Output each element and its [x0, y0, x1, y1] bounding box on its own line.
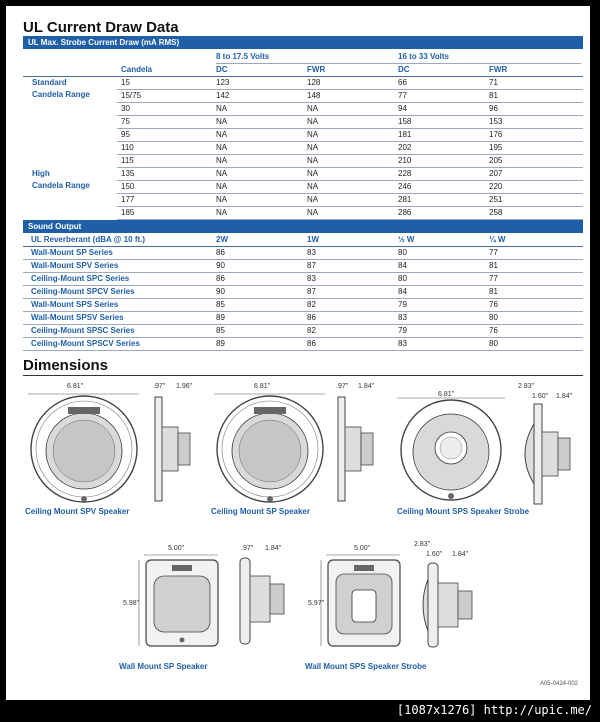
ceiling-sps-side-drawing	[514, 402, 580, 506]
table-cell: 185	[121, 208, 135, 217]
table-row	[23, 206, 583, 219]
table-row	[23, 272, 583, 285]
table-cell: 80	[489, 339, 498, 348]
table-cell: 81	[489, 261, 498, 270]
table-cell: 30	[121, 104, 130, 113]
table-cell: 82	[307, 326, 316, 335]
table-cell: 86	[307, 339, 316, 348]
table-row	[23, 154, 583, 167]
dim-depth: .97"	[153, 383, 166, 390]
table-cell: 77	[489, 248, 498, 257]
table-row	[23, 259, 583, 272]
page-title: UL Current Draw Data	[23, 19, 179, 36]
dim-depth-total: 2.83"	[414, 541, 431, 548]
table-cell: NA	[307, 143, 319, 152]
table-cell: 81	[489, 91, 498, 100]
table-cell: 76	[489, 300, 498, 309]
table-cell: 82	[307, 300, 316, 309]
sound-col-quarter-w: ¼ W	[489, 235, 506, 244]
table-row	[23, 141, 583, 154]
divider	[23, 375, 583, 376]
table-cell: NA	[216, 130, 228, 139]
voltage-low-header: 8 to 17.5 Volts	[216, 52, 270, 61]
table-cell: 205	[489, 156, 503, 165]
table-cell: 207	[489, 169, 503, 178]
table-cell: 281	[398, 195, 412, 204]
table-cell: 15	[121, 78, 130, 87]
table-cell: 90	[216, 261, 225, 270]
table-cell: 110	[121, 143, 134, 152]
table-cell: NA	[307, 208, 319, 217]
caption-wall-sps: Wall Mount SPS Speaker Strobe	[305, 662, 427, 671]
col-dc-low: DC	[216, 65, 228, 74]
group-high-label: High Candela Range	[32, 169, 90, 190]
table-cell: NA	[307, 130, 319, 139]
voltage-header-row	[23, 50, 583, 63]
dim-depth: 1.60"	[532, 393, 549, 400]
ceiling-sp-side-drawing	[336, 389, 386, 509]
table-row	[23, 115, 583, 128]
table-cell: 80	[398, 274, 407, 283]
dim-depth: .97"	[336, 383, 349, 390]
table-cell: NA	[216, 104, 228, 113]
table-cell: 94	[398, 104, 407, 113]
table-cell: 286	[398, 208, 412, 217]
table-row	[23, 246, 583, 259]
document-reference: A05-0424-002	[539, 681, 578, 687]
table-cell: 96	[489, 104, 498, 113]
table-cell: 176	[489, 130, 503, 139]
dim-depth-back: 1.84"	[556, 393, 573, 400]
table-cell: 77	[398, 91, 407, 100]
table-cell: NA	[216, 182, 228, 191]
table-row	[23, 324, 583, 337]
table-cell: 83	[307, 248, 316, 257]
table-cell: 148	[307, 91, 321, 100]
sound-output-header: Sound Output	[23, 220, 583, 233]
spec-sheet-page	[6, 6, 590, 700]
table-row	[23, 89, 583, 102]
model-label: Ceiling-Mount SPCV Series	[31, 287, 135, 296]
model-label: Ceiling-Mount SPSCV Series	[31, 339, 140, 348]
table-cell: 79	[398, 326, 407, 335]
table-cell: 115	[121, 156, 134, 165]
dimensions-title: Dimensions	[23, 357, 109, 374]
caption-ceiling-sps: Ceiling Mount SPS Speaker Strobe	[397, 507, 530, 516]
table-cell: NA	[307, 169, 319, 178]
table-row	[23, 102, 583, 115]
table-cell: 89	[216, 339, 225, 348]
table-cell: NA	[307, 156, 319, 165]
table-row	[23, 180, 583, 193]
wall-sp-side-drawing	[238, 554, 298, 650]
model-label: Wall-Mount SPSV Series	[31, 313, 124, 322]
table-row	[23, 285, 583, 298]
table-cell: 258	[489, 208, 503, 217]
model-label: Wall-Mount SP Series	[31, 248, 113, 257]
col-dc-high: DC	[398, 65, 410, 74]
table-cell: 87	[307, 261, 316, 270]
table-cell: 15/75	[121, 91, 142, 100]
table-cell: 202	[398, 143, 412, 152]
table-cell: 66	[398, 78, 407, 87]
table-cell: NA	[307, 117, 319, 126]
wall-sps-side-drawing	[422, 561, 486, 651]
caption-wall-sp: Wall Mount SP Speaker	[119, 662, 208, 671]
model-label: Ceiling-Mount SPC Series	[31, 274, 130, 283]
dim-height: 5.97"	[308, 600, 325, 607]
table-cell: NA	[216, 117, 228, 126]
sound-col-half-w: ½ W	[398, 235, 415, 244]
table-cell: 86	[216, 274, 225, 283]
group-standard-label: Standard Candela Range	[32, 78, 90, 99]
dim-depth: 1.60"	[426, 551, 443, 558]
table-cell: 86	[216, 248, 225, 257]
table-cell: 153	[489, 117, 503, 126]
ceiling-sp-front-drawing	[210, 389, 335, 509]
table-row	[23, 128, 583, 141]
table-row	[23, 167, 583, 180]
table-row	[23, 76, 583, 89]
dim-height: 5.98"	[123, 600, 140, 607]
watermark-text: [1087x1276] http://upic.me/	[396, 703, 592, 717]
table-cell: NA	[307, 195, 319, 204]
table-cell: 135	[121, 169, 135, 178]
table-cell: 75	[121, 117, 130, 126]
table-cell: 142	[216, 91, 230, 100]
table-cell: 85	[216, 300, 225, 309]
sound-col-label: UL Reverberant (dBA @ 10 ft.)	[31, 235, 146, 244]
table-cell: 71	[489, 78, 498, 87]
table-cell: 83	[307, 274, 316, 283]
table-cell: 246	[398, 182, 412, 191]
dim-depth-total: 1.84"	[265, 545, 282, 552]
table-row	[23, 337, 583, 350]
dim-depth-total: 1.84"	[358, 383, 375, 390]
table-cell: 220	[489, 182, 503, 191]
table-row	[23, 298, 583, 311]
col-fwr-high: FWR	[489, 65, 508, 74]
table-cell: 84	[398, 261, 407, 270]
table-cell: 81	[489, 287, 498, 296]
model-label: Wall-Mount SPV Series	[31, 261, 119, 270]
model-label: Ceiling-Mount SPSC Series	[31, 326, 135, 335]
wall-sps-front-drawing	[318, 552, 413, 652]
col-candela: Candela	[121, 65, 153, 74]
sound-col-1w: 1W	[307, 235, 319, 244]
table-cell: 76	[489, 326, 498, 335]
table-cell: 83	[398, 313, 407, 322]
model-label: Wall-Mount SPS Series	[31, 300, 119, 309]
table-cell: 181	[398, 130, 412, 139]
caption-ceiling-spv: Ceiling Mount SPV Speaker	[25, 507, 130, 516]
sound-col-2w: 2W	[216, 235, 228, 244]
dim-depth-total: 2.83"	[518, 383, 535, 390]
table-cell: 85	[216, 326, 225, 335]
ceiling-spv-front-drawing	[24, 389, 149, 509]
dim-width: 5.00"	[354, 545, 371, 552]
strobe-current-header: UL Max. Strobe Current Draw (mA RMS)	[23, 36, 583, 49]
table-cell: NA	[307, 104, 319, 113]
watermark-bar	[0, 700, 600, 722]
dim-width: 6.81"	[254, 383, 271, 390]
table-cell: 251	[489, 195, 503, 204]
table-cell: NA	[216, 156, 228, 165]
table-cell: NA	[307, 182, 319, 191]
col-fwr-low: FWR	[307, 65, 326, 74]
table-row	[23, 311, 583, 324]
table-cell: 84	[398, 287, 407, 296]
table-cell: 210	[398, 156, 412, 165]
table-cell: 128	[307, 78, 321, 87]
column-header-row	[23, 63, 583, 76]
table-cell: 79	[398, 300, 407, 309]
table-cell: 158	[398, 117, 412, 126]
ceiling-sps-front-drawing	[395, 396, 515, 506]
table-row	[23, 193, 583, 206]
dim-width: 6.81"	[438, 391, 455, 398]
row-divider	[23, 350, 583, 351]
dim-width: 6.81"	[67, 383, 84, 390]
table-cell: 90	[216, 287, 225, 296]
table-cell: 77	[489, 274, 498, 283]
ceiling-spv-side-drawing	[153, 389, 203, 509]
table-cell: 80	[398, 248, 407, 257]
table-cell: NA	[216, 195, 228, 204]
table-cell: 83	[398, 339, 407, 348]
caption-ceiling-sp: Ceiling Mount SP Speaker	[211, 507, 310, 516]
table-cell: NA	[216, 169, 228, 178]
table-cell: NA	[216, 143, 228, 152]
table-cell: 177	[121, 195, 135, 204]
table-cell: NA	[216, 208, 228, 217]
table-cell: 86	[307, 313, 316, 322]
table-cell: 87	[307, 287, 316, 296]
table-cell: 80	[489, 313, 498, 322]
table-cell: 228	[398, 169, 412, 178]
table-cell: 95	[121, 130, 130, 139]
voltage-high-header: 16 to 33 Volts	[398, 52, 449, 61]
wall-sp-front-drawing	[136, 552, 231, 652]
table-cell: 195	[489, 143, 503, 152]
dim-width: 5.00"	[168, 545, 185, 552]
sound-subheader-row	[23, 233, 583, 246]
dim-depth-back: 1.84"	[452, 551, 469, 558]
table-cell: 123	[216, 78, 230, 87]
table-cell: 150	[121, 182, 135, 191]
dim-depth: .97"	[241, 545, 254, 552]
table-cell: 89	[216, 313, 225, 322]
dim-depth-total: 1.96"	[176, 383, 193, 390]
